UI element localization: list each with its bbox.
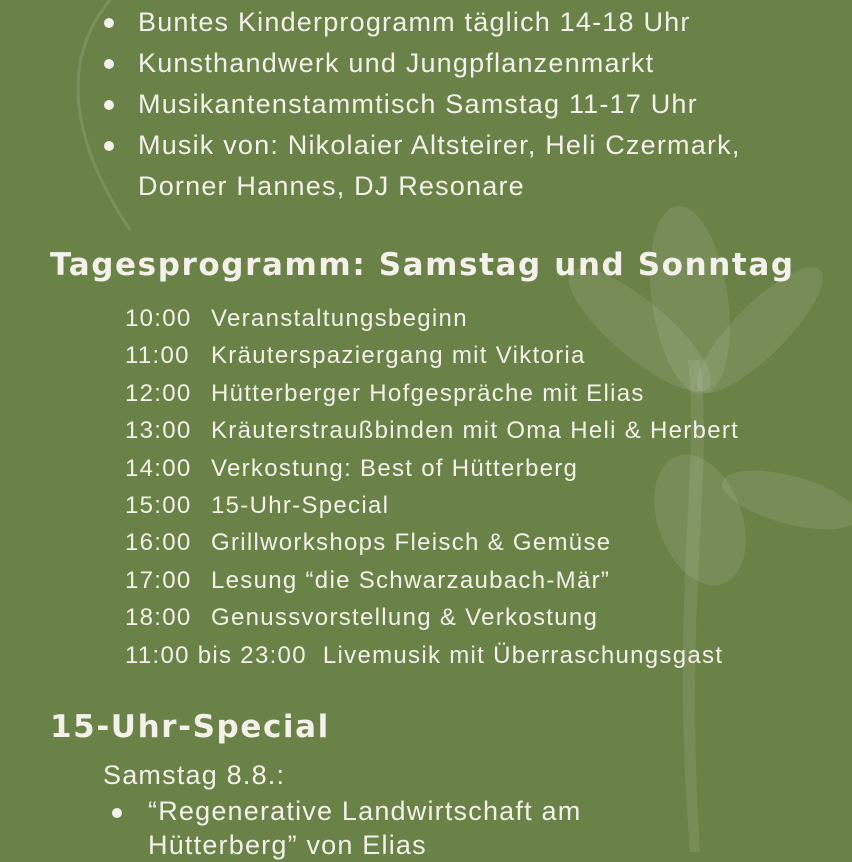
list-item: Buntes Kinderprogramm täglich 14-18 Uhr [104, 2, 824, 43]
schedule-time: 13:00 [125, 417, 192, 445]
schedule-row [125, 412, 739, 449]
bullet-icon [104, 100, 114, 110]
schedule-event: Genussvorstellung & Verkostung [211, 604, 599, 632]
list-item: “Regenerative Landwirtschaft am [112, 794, 581, 828]
special-heading: 15-Uhr-Special [50, 709, 330, 745]
schedule-row [125, 524, 739, 561]
schedule-row [125, 562, 739, 599]
schedule-row [125, 300, 739, 337]
schedule-row [125, 375, 739, 412]
schedule-time: 11:00 [125, 342, 190, 370]
list-item-continuation: Hütterberg” von Elias [148, 830, 427, 860]
special-day: Samstag 8.8.: [103, 760, 286, 790]
list-item-continuation: Dorner Hannes, DJ Resonare [138, 171, 525, 201]
bullet-icon [104, 141, 114, 151]
list-item: Kunsthandwerk und Jungpflanzenmarkt [104, 43, 824, 84]
schedule-row [125, 637, 739, 674]
feature-list [104, 2, 824, 207]
schedule-row [125, 599, 739, 636]
schedule-event: Grillworkshops Fleisch & Gemüse [211, 529, 612, 557]
list-item: Musik von: Nikolaier Altsteirer, Heli Czermark, [104, 125, 824, 166]
schedule-row [125, 450, 739, 487]
schedule-time: 12:00 [125, 379, 192, 407]
schedule-event: Kräuterspaziergang mit Viktoria [211, 342, 586, 370]
bullet-icon [104, 18, 114, 28]
schedule-row [125, 487, 739, 524]
schedule-time: 14:00 [125, 454, 192, 482]
schedule-event: Livemusik mit Überraschungsgast [322, 641, 724, 669]
schedule-event: Hütterberger Hofgespräche mit Elias [211, 379, 645, 407]
bullet-icon [104, 59, 114, 69]
schedule-time: 10:00 [125, 305, 192, 332]
schedule-event: Veranstaltungsbeginn [211, 305, 468, 332]
schedule-time: 17:00 [125, 566, 192, 594]
schedule-event: Lesung “die Schwarzaubach-Mär” [211, 566, 611, 594]
tagesprogramm-heading: Tagesprogramm: Samstag und Sonntag [50, 247, 795, 283]
schedule-time: 16:00 [125, 529, 192, 557]
schedule-list [125, 300, 739, 674]
list-item: Musikantenstammtisch Samstag 11-17 Uhr [104, 84, 824, 125]
schedule-event: Verkostung: Best of Hütterberg [211, 454, 579, 482]
schedule-row [125, 337, 739, 374]
bullet-icon [112, 808, 122, 818]
schedule-time: 18:00 [125, 604, 192, 632]
schedule-event: 15-Uhr-Special [211, 492, 390, 520]
schedule-event: Kräuterstraußbinden mit Oma Heli & Herbert [211, 417, 740, 445]
schedule-time: 15:00 [125, 492, 192, 520]
schedule-time: 11:00 bis 23:00 [125, 641, 307, 669]
